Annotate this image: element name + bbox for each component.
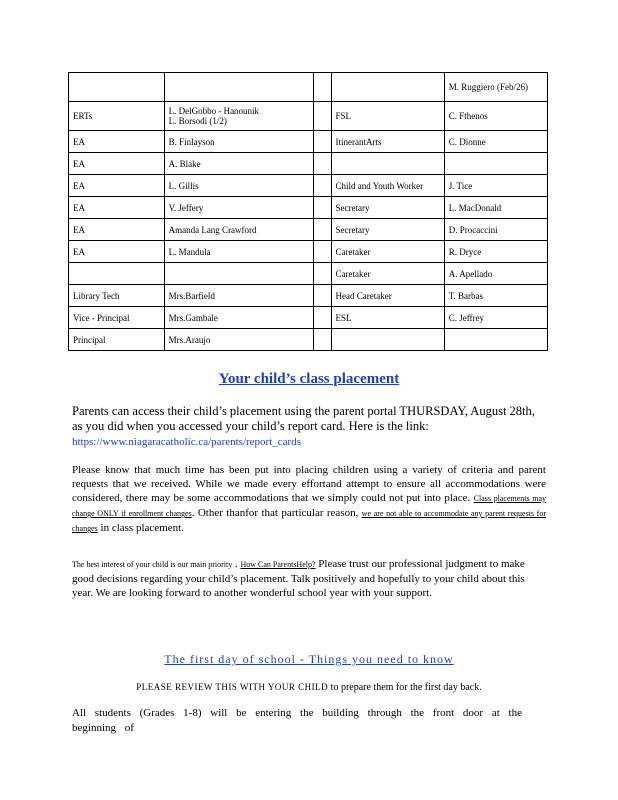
para2-underline-2: we are not able to accommodate any parent requests for changes: [72, 509, 546, 533]
table-cell: Vice - Principal: [69, 307, 165, 329]
table-cell: ItinerantArts: [331, 131, 444, 153]
para3-underline: How Can ParentsHelp?: [240, 560, 316, 569]
table-cell: [313, 73, 331, 102]
table-cell: Secretary: [331, 197, 444, 219]
first-day-caps-rest: to prepare them for the first day back.: [328, 682, 482, 693]
table-row: [69, 175, 548, 197]
table-cell: [69, 73, 165, 102]
table-row: [69, 73, 548, 102]
table-cell: L. DelGobbo - Hanounik L. Borsodi (1/2): [164, 102, 313, 131]
table-cell: [313, 102, 331, 131]
table-cell: Secretary: [331, 219, 444, 241]
staff-table: [68, 72, 548, 351]
first-day-paragraph: All students (Grades 1-8) will be entering the building through the front door at the beginning of: [72, 707, 522, 734]
table-cell: FSL: [331, 102, 444, 131]
table-cell: Mrs.Barfield: [164, 285, 313, 307]
table-row: [69, 131, 548, 153]
table-cell: C. Fthenos: [444, 102, 547, 131]
table-cell: [331, 329, 444, 351]
table-cell: Caretaker: [331, 263, 444, 285]
placement-title: Your child’s class placement: [218, 371, 400, 387]
table-cell: A. Apellado: [444, 263, 547, 285]
table-cell: [444, 153, 547, 175]
first-day-title: The first day of school - Things you need to know: [164, 652, 454, 666]
table-cell: EA: [69, 241, 165, 263]
table-cell: R. Dryce: [444, 241, 547, 263]
table-row: [69, 329, 548, 351]
table-cell: Head Caretaker: [331, 285, 444, 307]
table-cell: L. MacDonald: [444, 197, 547, 219]
table-cell: [313, 263, 331, 285]
table-cell: C. Dionne: [444, 131, 547, 153]
table-cell: [331, 153, 444, 175]
report-card-link[interactable]: https://www.niagaracatholic.ca/parents/report_cards: [72, 436, 301, 448]
table-cell: [313, 285, 331, 307]
table-cell: ESL: [331, 307, 444, 329]
table-row: [69, 263, 548, 285]
table-row: [69, 102, 548, 131]
table-cell: V. Jeffery: [164, 197, 313, 219]
para3-small: The best interest of your child is our main priority: [72, 560, 233, 569]
table-cell: EA: [69, 131, 165, 153]
table-cell: [313, 241, 331, 263]
table-cell: Principal: [69, 329, 165, 351]
table-cell: [164, 263, 313, 285]
table-cell: [331, 73, 444, 102]
placement-intro: [72, 404, 546, 450]
table-cell: L. Gillis: [164, 175, 313, 197]
table-cell: [313, 307, 331, 329]
table-cell: M. Ruggiero (Feb/26): [444, 73, 547, 102]
table-cell: B. Finlayson: [164, 131, 313, 153]
first-day-instruction: [72, 680, 546, 695]
table-cell: [444, 329, 547, 351]
table-cell: EA: [69, 175, 165, 197]
table-cell: EA: [69, 197, 165, 219]
table-cell: EA: [69, 219, 165, 241]
para2-end: in class placement.: [97, 522, 184, 534]
table-cell: Amanda Lang Crawford: [164, 219, 313, 241]
para2-start: Please know that much time has been put into placing children using a variety of criteria and parent requests that we received. While we made every effortand attempt to ensure all accommodations were considered, there may be some accommodations that we simply could not put into place.: [72, 464, 546, 504]
table-cell: [313, 197, 331, 219]
table-cell: [313, 329, 331, 351]
para2-underline-1: Class placements may change ONLY if enrollment changes: [72, 494, 547, 518]
table-cell: J. Tice: [444, 175, 547, 197]
staff-table-body: [69, 73, 548, 351]
table-cell: [69, 263, 165, 285]
table-cell: ERTs: [69, 102, 165, 131]
table-cell: [313, 153, 331, 175]
first-day-caps: PLEASE REVIEW THIS WITH YOUR CHILD: [136, 682, 329, 692]
table-row: [69, 241, 548, 263]
table-cell: D. Procaccini: [444, 219, 547, 241]
table-cell: [313, 131, 331, 153]
table-cell: L. Mandula: [164, 241, 313, 263]
table-cell: T. Barbas: [444, 285, 547, 307]
para2-mid: . Other thanfor that particular reason,: [191, 507, 359, 519]
table-cell: Child and Youth Worker: [331, 175, 444, 197]
table-cell: [313, 219, 331, 241]
table-cell: [313, 175, 331, 197]
table-cell: Mrs.Gambale: [164, 307, 313, 329]
table-row: [69, 285, 548, 307]
para3-rest: Please trust our professional judgment to make good decisions regarding your child’s placement. Talk positively and hopefully to your child about this year. We are looking forward to another wonderful school year with your support.: [72, 558, 525, 599]
table-row: [69, 219, 548, 241]
table-cell: A. Blake: [164, 153, 313, 175]
placement-paragraph-2: [72, 463, 546, 536]
table-cell: Library Tech: [69, 285, 165, 307]
table-row: [69, 307, 548, 329]
table-row: [69, 153, 548, 175]
table-cell: C. Jeffrey: [444, 307, 547, 329]
ert-second-line: L. Borsodi (1/2): [168, 116, 227, 126]
table-cell: EA: [69, 153, 165, 175]
table-cell: [164, 73, 313, 102]
placement-paragraph-3: The best interest of your child is our main priority . How Can ParentsHelp? Please trust our professional judgment to make good decisions regarding your child’s placement. Talk positively and hopefully to your child about this year. We are looking forward to another wonderful school year with your support.: [72, 558, 525, 599]
table-row: [69, 197, 548, 219]
table-cell: Caretaker: [331, 241, 444, 263]
placement-intro-text: Parents can access their child’s placement using the parent portal THURSDAY, August 28th, as you did when you accessed your child’s report card. Here is the link:: [72, 404, 535, 433]
table-cell: Mrs.Araujo: [164, 329, 313, 351]
